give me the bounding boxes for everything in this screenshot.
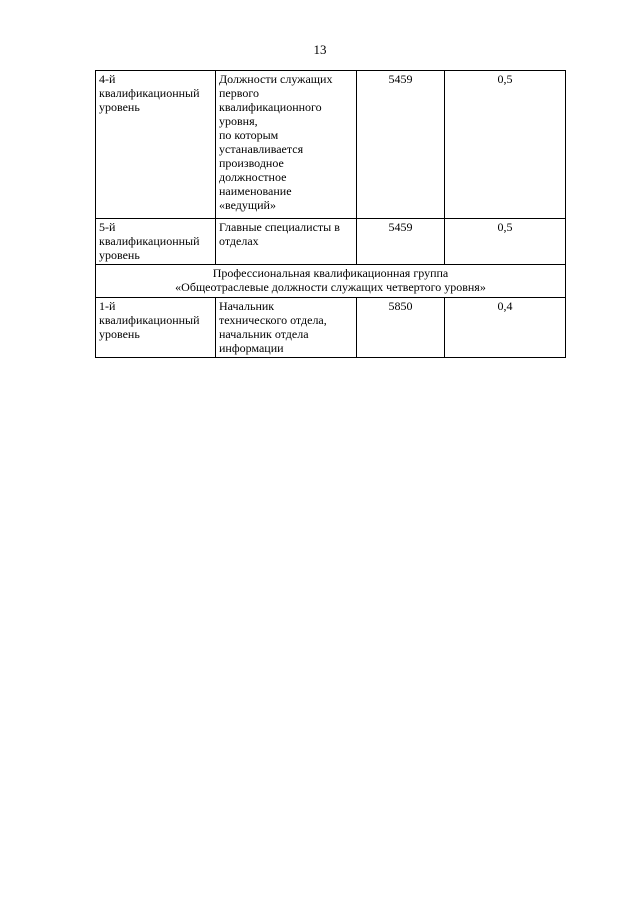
cell-text: «ведущий» [219,198,276,212]
cell-text: квалификационный [99,86,200,100]
qualification-level-cell [96,219,216,265]
cell-text: уровень [99,327,140,341]
coefficient-cell: 0,4 [445,298,566,358]
cell-text: устанавливается [219,142,304,156]
coefficient-cell: 0,5 [445,71,566,219]
salary-table [95,70,566,358]
cell-text: первого [219,86,259,100]
cell-text: отделах [219,234,259,248]
position-cell [216,71,357,219]
cell-text: 1-й [99,299,116,313]
cell-text: 4-й [99,72,116,86]
cell-text: уровень [99,248,140,262]
cell-text: должностное [219,170,287,184]
group-subtitle: «Общеотраслевые должности служащих четвертого уровня» [175,280,486,294]
coefficient-cell: 0,5 [445,219,566,265]
salary-cell: 5459 [357,71,445,219]
table-row [96,71,566,219]
cell-text: 5-й [99,220,116,234]
cell-text: по которым [219,128,279,142]
group-title: Профессиональная квалификационная группа [212,266,449,280]
cell-text: информации [219,341,284,355]
cell-text: квалификационный [99,313,200,327]
cell-text: квалификационного [219,100,322,114]
group-header-row [96,265,566,298]
cell-text: наименование [219,184,292,198]
cell-text: уровня, [219,114,258,128]
cell-text: Должности служащих [219,72,333,86]
cell-text: Главные специалисты в [219,220,340,234]
cell-text: начальник отдела [219,327,309,341]
cell-text: Начальник [219,299,275,313]
cell-text: уровень [99,100,140,114]
qualification-level-cell [96,71,216,219]
salary-cell: 5459 [357,219,445,265]
position-cell [216,219,357,265]
salary-cell: 5850 [357,298,445,358]
cell-text: производное [219,156,284,170]
cell-text: квалификационный [99,234,200,248]
group-header-cell [96,265,566,298]
table-row [96,298,566,358]
qualification-level-cell [96,298,216,358]
page-number: 13 [313,42,327,57]
table-row [96,219,566,265]
position-cell [216,298,357,358]
cell-text: технического отдела, [219,313,327,327]
